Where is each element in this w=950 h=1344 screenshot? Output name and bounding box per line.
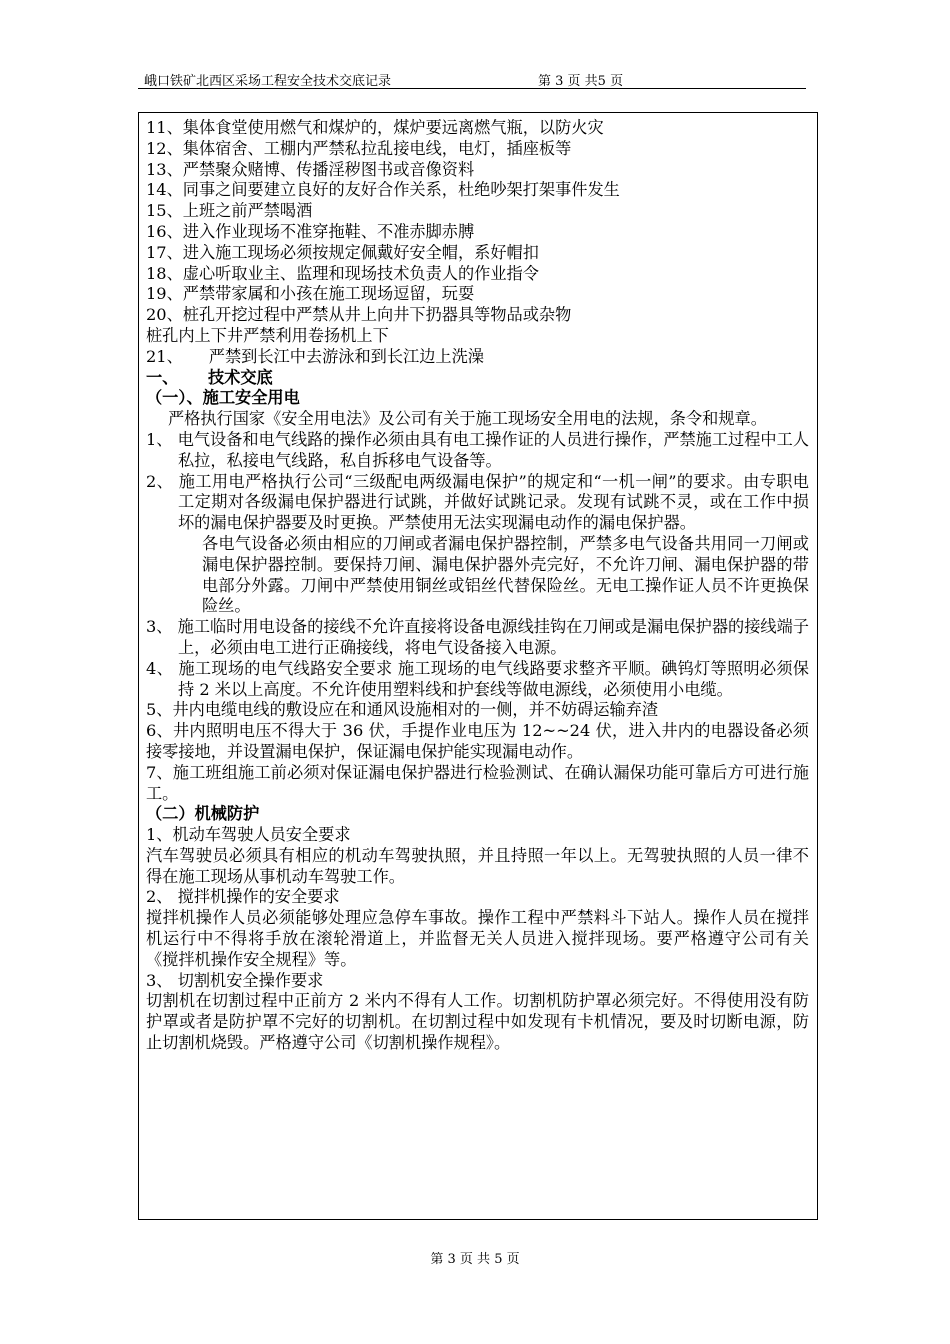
electric-item-5: 5、井内电缆电线的敷设应在和通风设施相对的一侧，并不妨碍运输弃渣 [146, 700, 659, 720]
section-title-mechanical: （二）机械防护 [146, 804, 260, 824]
header-page-number: 第 3 页 共5 页 [538, 74, 624, 89]
rule-line: 12、集体宿舍、工棚内严禁私拉乱接电线，电灯，插座板等 [146, 138, 572, 158]
mech-item-3-title: 3、 切割机安全操作要求 [146, 970, 324, 990]
page-footer: 第 3 页 共 5 页 [430, 1252, 520, 1267]
mech-item-3-text: 切割机在切割过程中正前方 2 米内不得有人工作。切割机防护罩必须完好。不得使用没有防护罩或者是防护罩不完好的切割机。在切割过程中如发现有卡机情况，要及时切断电源，防止切割机烧毁。严格遵守公司《切割机操作规程》。 [146, 991, 809, 1053]
section-title-electric: （一）、施工安全用电 [146, 388, 300, 408]
mech-item-2-title: 2、 搅拌机操作的安全要求 [146, 887, 340, 907]
rule-line: 17、进入施工现场必须按规定佩戴好安全帽，系好帽扣 [146, 242, 539, 262]
content-box [138, 112, 818, 1220]
tech-heading [146, 368, 809, 389]
content [146, 118, 809, 1054]
page-header [138, 70, 806, 89]
electric-intro: 严格执行国家《安全用电法》及公司有关于施工现场安全用电的法规，条令和规章。 [168, 409, 767, 429]
rule-line: 11、集体食堂使用燃气和煤炉的，煤炉要远离燃气瓶，以防火灾 [146, 118, 604, 137]
electric-item-2-sub: 各电气设备必须由相应的刀闸或者漏电保护器控制，严禁多电气设备共用同一刀闸或漏电保护器控制。要保持刀闸、漏电保护器外壳完好，不允许刀闸、漏电保护器的带电部分外露。刀闸中严禁使用铜丝或铝丝代替保险丝。无电工操作证人员不许更换保险丝。 [202, 533, 809, 616]
rule-line: 16、进入作业现场不准穿拖鞋、不准赤脚赤膊 [146, 221, 475, 241]
electric-item-1: 1、 电气设备和电气线路的操作必须由具有电工操作证的人员进行操作，严禁施工过程中工人私拉，私接电气线路，私自拆移电气设备等。 [146, 429, 809, 470]
rule-line: 13、严禁聚众赌博、传播淫秽图书或音像资料 [146, 159, 475, 179]
tech-heading-number: 一、 [146, 367, 179, 387]
electric-item-2: 2、 施工用电严格执行公司“三级配电两级漏电保护”的规定和“一机一闸”的要求。由专职电工定期对各级漏电保护器进行试跳，并做好试跳记录。发现有试跳不灵，或在工作中损坏的漏电保护器要及时更换。严禁使用无法实现漏电动作的漏电保护器。 [146, 471, 809, 533]
electric-item-6: 6、井内照明电压不得大于 36 伏，手提作业电压为 12~~24 伏，进入井内的电器设备必须接零接地，并设置漏电保护，保证漏电保护能实现漏电动作。 [146, 721, 809, 761]
mech-item-2-text: 搅拌机操作人员必须能够处理应急停车事故。操作工程中严禁料斗下站人。操作人员在搅拌机运行中不得将手放在滚轮滑道上，并监督无关人员进入搅拌现场。要严格遵守公司有关《搅拌机操作安全规程》等。 [146, 908, 809, 969]
rule-line: 15、上班之前严禁喝酒 [146, 201, 313, 221]
rule-line: 19、严禁带家属和小孩在施工现场逗留，玩耍 [146, 284, 475, 304]
tech-heading-title: 技术交底 [208, 367, 273, 387]
electric-item-3: 3、 施工临时用电设备的接线不允许直接将设备电源线挂钩在刀闸或是漏电保护器的接线端子上，必须由电工进行正确接线，将电气设备接入电源。 [146, 617, 809, 657]
rule-line: 14、同事之间要建立良好的友好合作关系，杜绝吵架打架事件发生 [146, 180, 620, 200]
rule-21-number: 21、 [146, 346, 183, 366]
mech-item-1-text: 汽车驾驶员必须具有相应的机动车驾驶执照，并且持照一年以上。无驾驶执照的人员一律不得在施工现场从事机动车驾驶工作。 [146, 845, 809, 886]
rule-21-text: 严禁到长江中去游泳和到长江边上洗澡 [208, 346, 484, 366]
rule-line: 18、虚心听取业主、监理和现场技术负责人的作业指令 [146, 263, 539, 283]
electric-item-7: 7、施工班组施工前必须对保证漏电保护器进行检验测试、在确认漏保功能可靠后方可进行施工。 [146, 762, 809, 803]
rule-line: 桩孔内上下井严禁利用卷扬机上下 [146, 325, 389, 345]
rule-21 [146, 347, 809, 368]
rule-line: 20、桩孔开挖过程中严禁从井上向井下扔器具等物品或杂物 [146, 305, 572, 325]
electric-item-4: 4、 施工现场的电气线路安全要求 施工现场的电气线路要求整齐平顺。碘钨灯等照明必须保持 2 米以上高度。不允许使用塑料线和护套线等做电源线，必须使用小电缆。 [146, 658, 809, 699]
document-title: 峨口铁矿北西区采场工程安全技术交底记录 [144, 74, 392, 89]
mech-item-1-title: 1、机动车驾驶人员安全要求 [146, 825, 351, 845]
